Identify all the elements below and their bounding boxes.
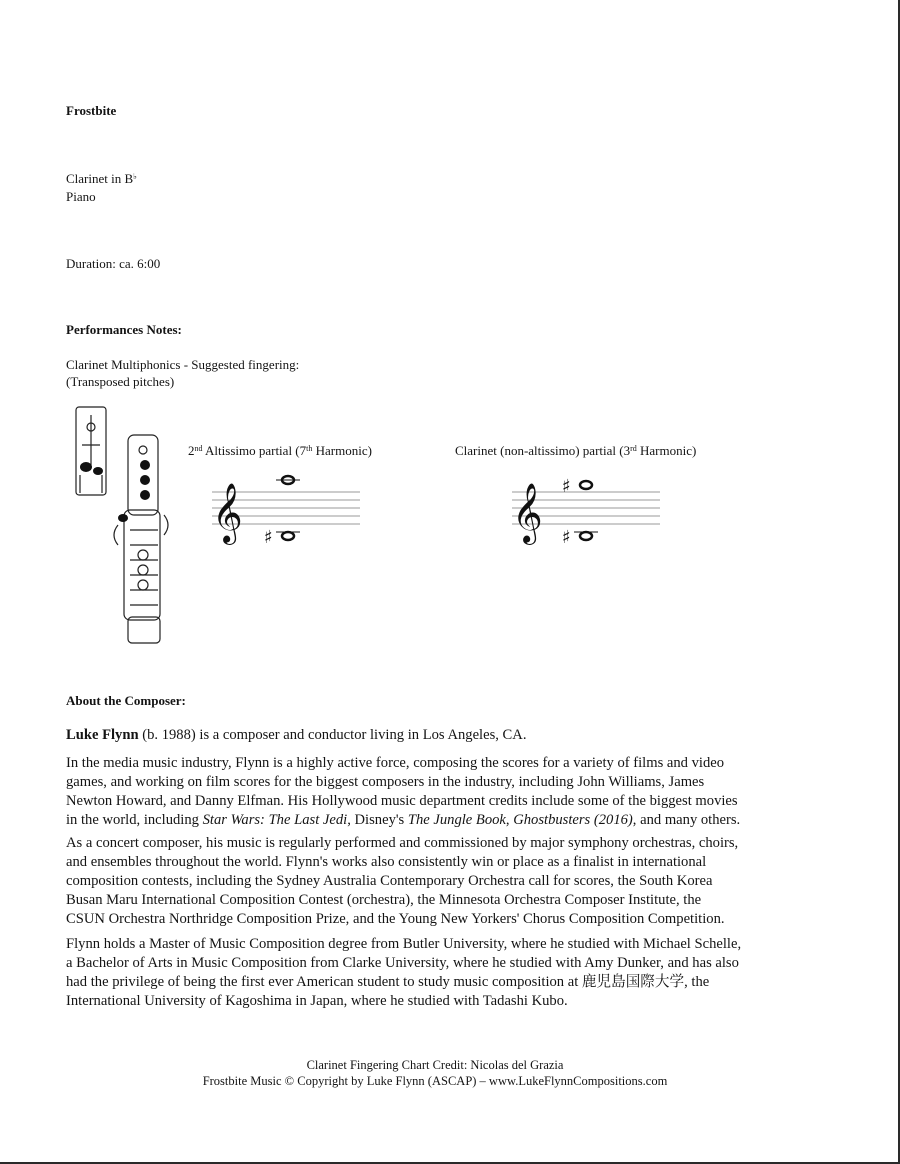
bio-p2-line: As a concert composer, his music is regularly performed and commissioned by major symphony orchestras, choirs, xyxy=(66,835,739,851)
staff-example2 xyxy=(510,470,670,550)
treble-clef-icon: 𝄞 xyxy=(512,483,543,543)
bio-paragraph-3 xyxy=(66,935,846,1011)
movie-title-jungle-book: The Jungle Book xyxy=(407,812,506,828)
clarinet-fingering-chart xyxy=(68,405,183,650)
sharp-sign-icon: ♯ xyxy=(562,527,571,548)
duration: Duration: ca. 6:00 xyxy=(66,256,161,271)
note-upper xyxy=(580,481,592,489)
bio-p1-text: , Disney's xyxy=(347,812,408,828)
note-lower xyxy=(580,532,592,540)
example1-prefix: 2 xyxy=(188,443,195,458)
bio-p2-line: and ensembles throughout the world. Flynn's works also consistently win or place as a finalist in international xyxy=(66,854,707,870)
bio-p1-line xyxy=(66,811,846,830)
performance-notes-heading: Performances Notes: xyxy=(66,322,182,337)
example1-suffix: Harmonic) xyxy=(312,443,372,458)
example2-label xyxy=(455,442,696,460)
clarinet-upper-joint xyxy=(128,435,158,515)
bio-p1-line: Newton Howard, and Danny Elfman. His Hollywood music department credits include some of the biggest movies xyxy=(66,793,738,809)
bio-paragraph-2 xyxy=(66,834,846,929)
composer-intro-text: (b. 1988) is a composer and conductor living in Los Angeles, CA. xyxy=(138,727,527,743)
instrument-piano: Piano xyxy=(66,189,96,204)
example2-sup: rd xyxy=(630,444,637,453)
example2-prefix: Clarinet (non-altissimo) partial (3 xyxy=(455,443,631,458)
example1-sup2: th xyxy=(306,444,313,453)
example1-sup: nd xyxy=(194,444,203,453)
thumb-hole-closed xyxy=(80,462,92,472)
bio-paragraph-1 xyxy=(66,754,846,830)
tone-hole-closed xyxy=(140,460,150,470)
treble-clef-icon: 𝄞 xyxy=(212,483,243,543)
bio-p3-line: International University of Kagoshima in Japan, where he studied with Tadashi Kubo. xyxy=(66,993,568,1009)
bio-p1-text: , and many others. xyxy=(632,812,741,828)
sharp-sign-icon: ♯ xyxy=(562,476,571,497)
example2-suffix: Harmonic) xyxy=(636,443,697,458)
bio-p1-line: In the media music industry, Flynn is a highly active force, composing the scores for a variety of films and video xyxy=(66,755,725,771)
transposed-line: (Transposed pitches) xyxy=(66,374,175,389)
multiphonics-line: Clarinet Multiphonics - Suggested fingering: xyxy=(66,357,300,372)
clarinet-bell xyxy=(128,617,160,643)
fingering-chart-credit: Clarinet Fingering Chart Credit: Nicolas del Grazia xyxy=(306,1058,564,1072)
bio-p3-line: Flynn holds a Master of Music Composition degree from Butler University, where he studied with Michael Schelle, xyxy=(66,936,742,952)
about-heading: About the Composer: xyxy=(66,693,186,708)
instrument-clarinet xyxy=(66,170,137,188)
bio-p3-line: a Bachelor of Arts in Music Composition from Clarke University, where he studied with Amy Dunker, and has also xyxy=(66,955,739,971)
bio-p1-line: games, and working on film scores for the biggest composers in the industry, including John Williams, James xyxy=(66,774,705,790)
staff-example1 xyxy=(210,470,370,550)
bio-p2-line: composition contests, including the Sydney Australia Contemporary Orchestra call for scores, the South Korea xyxy=(66,873,713,889)
example1-label xyxy=(188,442,372,460)
sharp-sign-icon: ♯ xyxy=(264,527,273,548)
bio-p1-text: , xyxy=(505,812,514,828)
composer-intro xyxy=(66,726,526,744)
movie-title-star-wars: Star Wars: The Last Jedi xyxy=(202,812,348,828)
movie-title-ghostbusters: Ghostbusters (2016) xyxy=(513,812,633,828)
composer-name: Luke Flynn xyxy=(66,727,139,743)
bio-p2-line: Busan Maru International Composition Contest (orchestra), the Minnesota Orchestra Composer Institute, the xyxy=(66,892,702,908)
note-lower xyxy=(282,532,294,540)
copyright-line: Frostbite Music © Copyright by Luke Flynn (ASCAP) – www.LukeFlynnCompositions.com xyxy=(202,1074,668,1088)
instrument-clarinet-label: Clarinet in B xyxy=(66,171,134,186)
bio-p1-text: in the world, including xyxy=(66,812,203,828)
example1-mid: Altissimo partial (7 xyxy=(202,443,307,458)
piece-title: Frostbite xyxy=(66,103,117,118)
bio-p2-line: CSUN Orchestra Northridge Composition Prize, and the Young New Yorkers' Chorus Composition Competition. xyxy=(66,911,725,927)
flat-sign: ♭ xyxy=(133,172,137,181)
bio-p3-line: had the privilege of being the first ever American student to study music composition at 鹿児島国際大学, the xyxy=(66,974,710,990)
